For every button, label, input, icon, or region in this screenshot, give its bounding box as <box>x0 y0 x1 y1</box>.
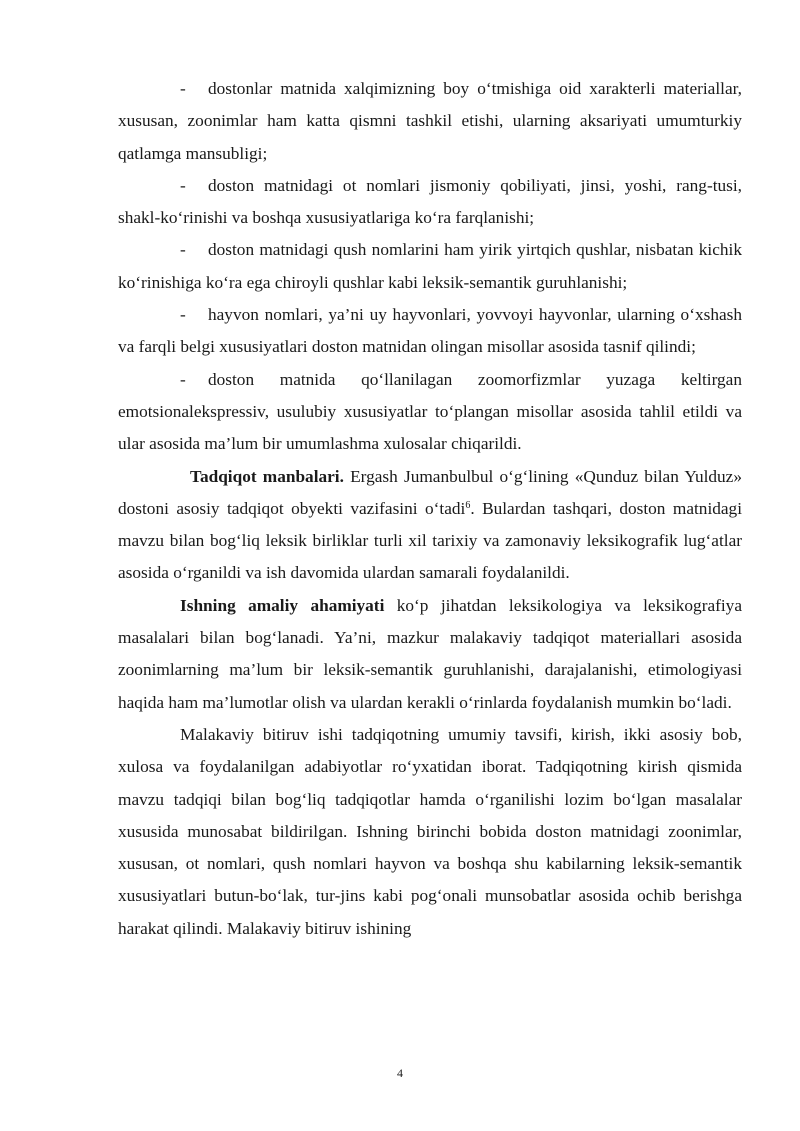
list-dash: - <box>180 240 186 260</box>
paragraph-thesis-structure <box>118 719 742 945</box>
list-item-zoonyms <box>118 73 742 170</box>
practical-text: ko‘p jihatdan leksikologiya va leksikografiya masalalari bilan bog‘lanadi. Ya’ni, mazkur malakaviy tadqiqot materiallari asosida zoonimlarning ma’lum bir leksik-semantik guruhlanishi, darajalanishi, etimologiyasi haqida ham ma’lumotlar olish va ulardan kerakli o‘rinlarda foydalanish mumkin bo‘ladi. <box>118 595 742 712</box>
sources-text-continued: . Bulardan tashqari, doston matnidagi mavzu bilan bog‘liq leksik birliklar turli xil tarixiy va zamonaviy leksikografik lug‘atlar asosida o‘rganildi va ish davomida ulardan samarali foydalanildi. <box>118 498 743 583</box>
list-item-text: doston matnidagi ot nomlari jismoniy qobiliyati, jinsi, yoshi, rang-tusi, shakl-ko‘rinishi va boshqa xususiyatlariga ko‘ra farqlanishi; <box>118 175 742 228</box>
list-item-text: dostonlar matnida xalqimizning boy o‘tmishiga oid xarakterli materiallar, xususan, zoonimlar ham katta qismni tashkil etishi, ularning aksariyati umumturkiy qatlamga mansubligi; <box>118 79 742 163</box>
footnote-reference[interactable]: 6 <box>465 499 471 511</box>
paragraph-practical-significance <box>118 590 742 719</box>
list-item-text: doston matnidagi qush nomlarini ham yirik yirtqich qushlar, nisbatan kichik ko‘rinishiga ko‘ra ega chiroyli qushlar kabi leksik-semantik guruhlanishi; <box>118 240 742 292</box>
list-item-text: hayvon nomlari, ya’ni uy hayvonlari, yovvoyi hayvonlar, ularning o‘xshash va farqli belgi xususiyatlari doston matnidan olingan misollar asosida tasnif qilindi; <box>118 305 742 357</box>
sources-text: Ergash Jumanbulbul o‘g‘lining «Qunduz bilan Yulduz» dostoni asosiy tadqiqot obyekti vazifasini o‘tadi <box>118 466 742 518</box>
practical-heading: Ishning amaliy ahamiyati <box>180 595 385 615</box>
structure-text: Malakaviy bitiruv ishi tadqiqotning umumiy tavsifi, kirish, ikki asosiy bob, xulosa va foydalanilgan adabiyotlar ro‘yxatidan iborat. Tadqiqotning kirish qismida mavzu tadqiqi bilan bog‘liq tadqiqotlar hamda o‘rganilishi lozim bo‘lgan masalalar xususida munosabat bildirilgan. Ishning birinchi bobida doston matnidagi zoonimlar, xususan, ot nomlari, qush nomlari hayvon va boshqa shu kabilarning leksik-semantik xususiyatlari butun-bo‘lak, tur-jins kabi pog‘onali munsobatlar asosida ochib berishga harakat qilindi. Malakaviy bitiruv ishining <box>118 724 742 938</box>
list-item-animal-names <box>118 299 742 364</box>
page-number: 4 <box>397 1066 403 1080</box>
list-item-horse-names <box>118 170 742 235</box>
list-item-bird-names <box>118 234 742 299</box>
list-dash: - <box>180 305 186 325</box>
list-dash: - <box>180 79 186 98</box>
list-item-text: doston matnida qo‘llanilagan zoomorfizmlar yuzaga keltirgan emotsionalekspressiv, usulubiy xususiyatlar to‘plangan misollar asosida tahlil etildi va ular asosida ma’lum bir umumlashma xulosalar chiqarildi. <box>118 369 742 454</box>
list-dash: - <box>180 369 186 389</box>
document-body <box>118 73 742 945</box>
paragraph-research-sources <box>118 461 742 590</box>
sources-heading: Tadqiqot manbalari. <box>190 466 344 486</box>
list-dash: - <box>180 175 186 195</box>
list-item-zoomorphisms <box>118 364 742 461</box>
